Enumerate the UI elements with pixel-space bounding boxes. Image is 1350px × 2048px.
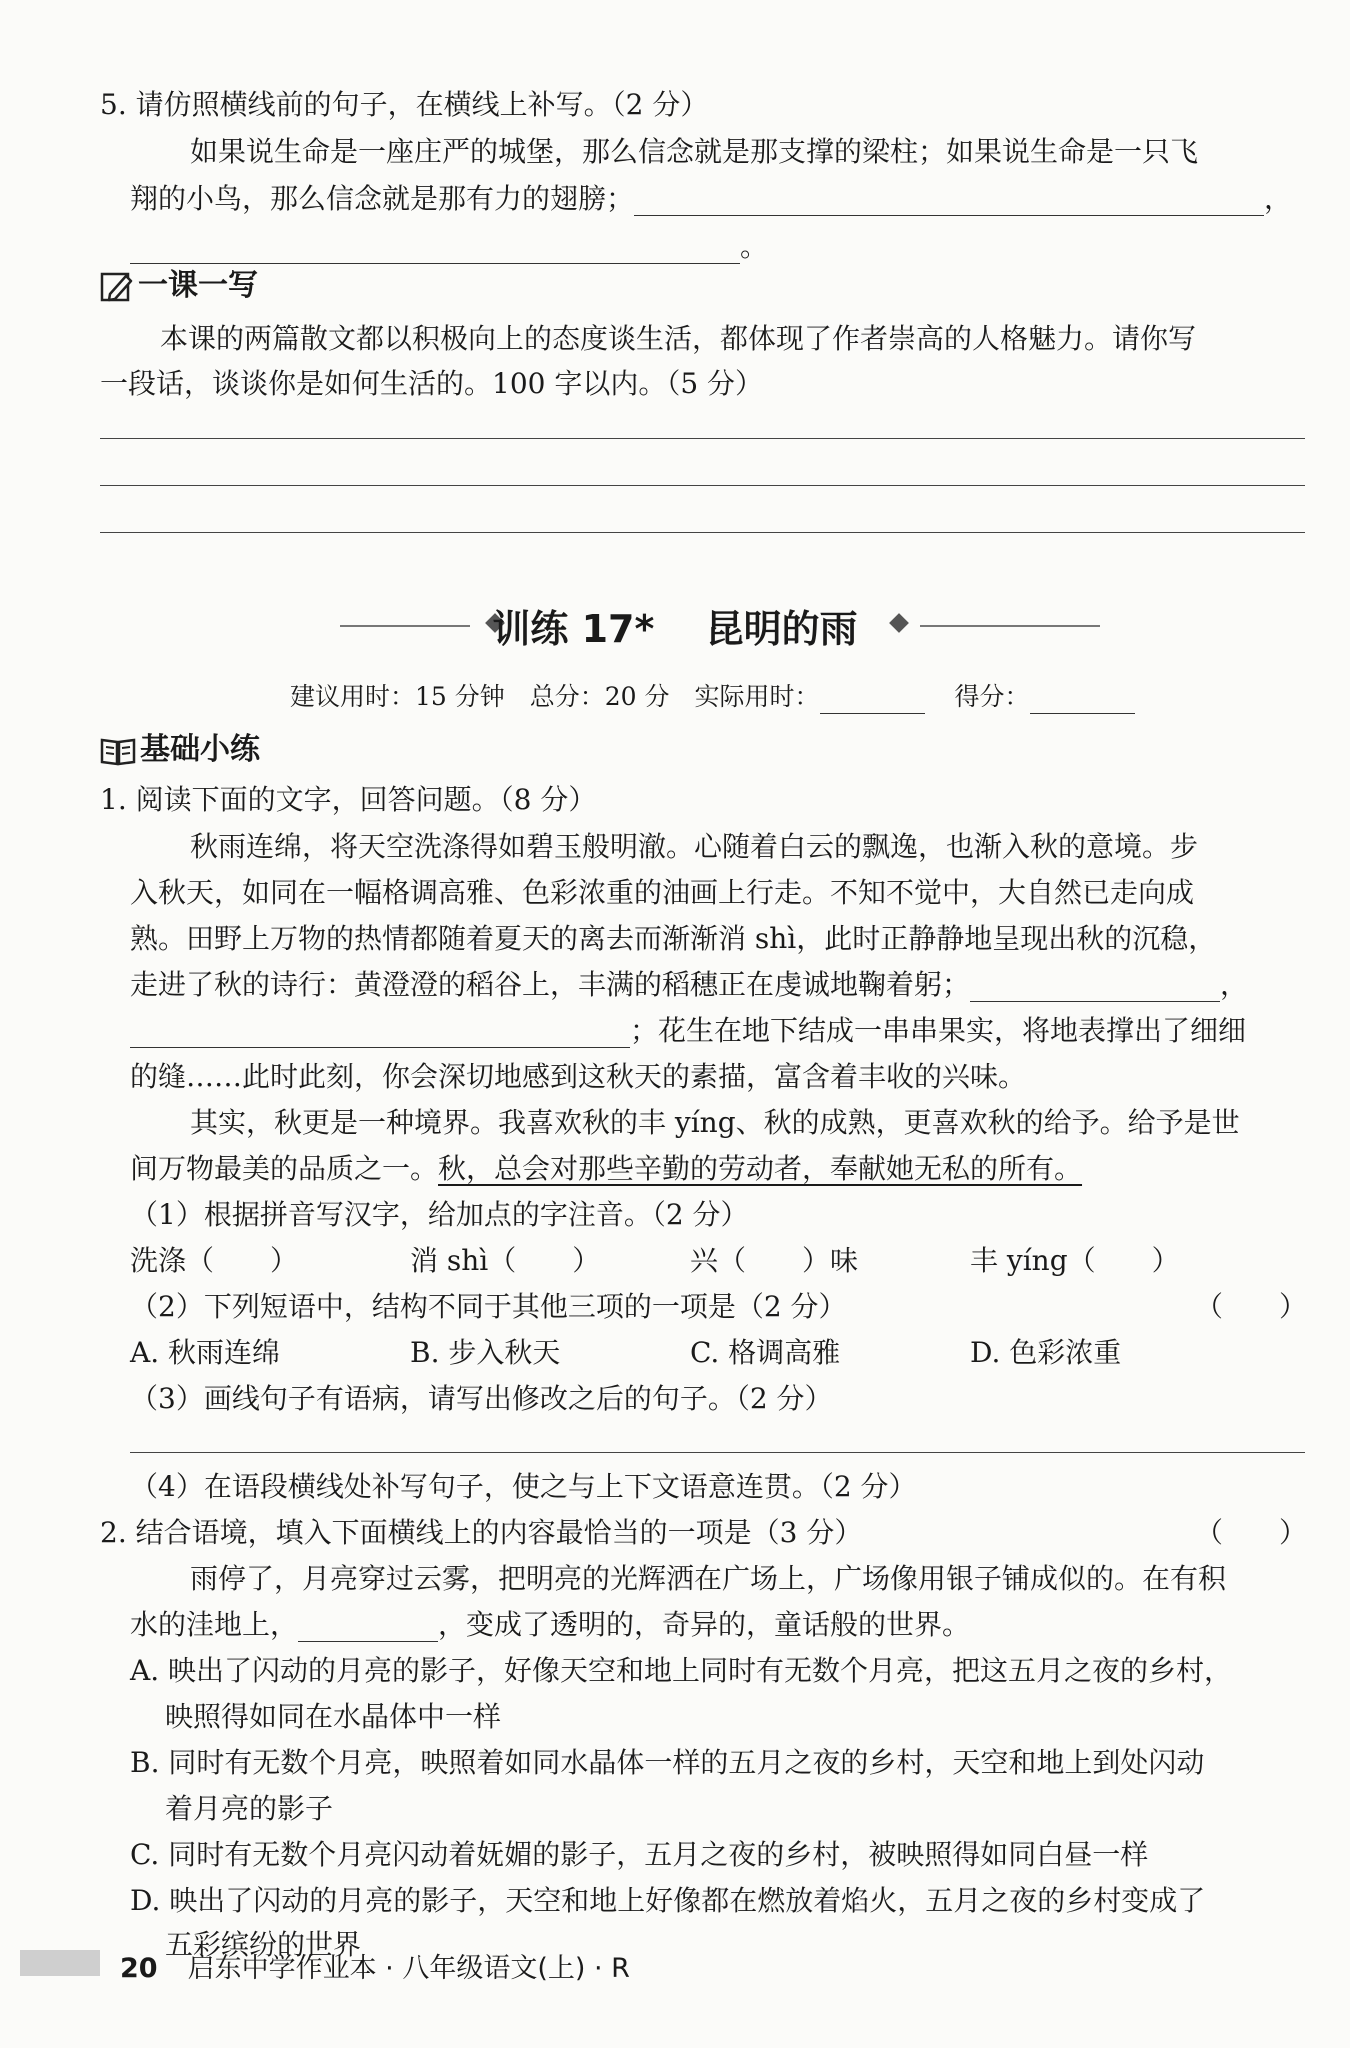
q5-line2-comma: ， [1264, 182, 1293, 215]
book-title: 启东中学作业本 · 八年级语文(上) · R [187, 1953, 630, 1984]
q5-answer-blank-1[interactable] [634, 189, 1264, 216]
q2-prompt: 2. 结合语境，填入下面横线上的内容最恰当的一项是（3 分） [100, 1516, 863, 1549]
q5-prompt: 5. 请仿照横线前的句子，在横线上补写。（2 分） [100, 88, 709, 121]
q1-option-c: C. 格调高雅 [690, 1336, 841, 1369]
footer-gray-bar [20, 1950, 100, 1976]
q1-option-b: B. 步入秋天 [410, 1336, 561, 1369]
q1-sub1: （1）根据拼音写汉字，给加点的字注音。（2 分） [130, 1198, 749, 1231]
score-label: 得分： [954, 682, 1030, 711]
one-lesson-heading-text: 一课一写 [138, 268, 258, 303]
basic-practice-heading [100, 732, 260, 768]
q5-line2 [130, 182, 1292, 216]
writing-line-1[interactable] [100, 438, 1305, 439]
q2-passage-line2-start: 水的洼地上， [130, 1608, 299, 1641]
q1-passage-line4-text: 走进了秋的诗行：黄澄澄的稻谷上，丰满的稻穗正在虔诚地鞠着躬； [130, 968, 971, 1001]
basic-practice-heading-text: 基础小练 [140, 732, 260, 767]
q2-passage-line2-end: ，变成了透明的，奇异的，童话般的世界。 [438, 1608, 971, 1641]
actual-time-blank[interactable] [820, 689, 925, 714]
q1-passage-line5 [130, 1014, 1246, 1048]
q2-option-c: C. 同时有无数个月亮闪动着妩媚的影子，五月之夜的乡村，被映照得如同白昼一样 [130, 1838, 1149, 1871]
title-rule-right [920, 625, 1100, 627]
q5-answer-blank-2[interactable] [130, 237, 740, 264]
one-lesson-heading [100, 268, 258, 304]
q5-line2-text: 翔的小鸟，那么信念就是那有力的翅膀； [130, 182, 635, 215]
q5-line3 [130, 230, 768, 264]
q1-fill-b[interactable]: 消 shì（ ） [410, 1244, 601, 1277]
q2-option-b-line1: B. 同时有无数个月亮，映照着如同水晶体一样的五月之夜的乡村，天空和地上到处闪动 [130, 1746, 1205, 1779]
q5-line3-period: 。 [740, 230, 769, 263]
q1-passage-line6: 的缝……此时此刻，你会深切地感到这秋天的素描，富含着丰收的兴味。 [130, 1060, 1027, 1093]
q1-fill-a[interactable]: 洗涤（ ） [130, 1244, 299, 1277]
q2-passage-line2 [130, 1608, 970, 1642]
q2-option-d-line1: D. 映出了闪动的月亮的影子，天空和地上好像都在燃放着焰火，五月之夜的乡村变成了 [130, 1884, 1206, 1917]
q1-option-d: D. 色彩浓重 [970, 1336, 1122, 1369]
page-number: 20 [120, 1953, 158, 1984]
q1-prompt: 1. 阅读下面的文字，回答问题。（8 分） [100, 783, 597, 816]
q1-sub3-answer-line[interactable] [130, 1452, 1305, 1453]
q1-passage-line2: 入秋天，如同在一幅格调高雅、色彩浓重的油画上行走。不知不觉中，大自然已走向成 [130, 876, 1195, 909]
pencil-paper-icon [100, 270, 134, 304]
q1-passage-line4-comma: ， [1220, 968, 1249, 1001]
q1-passage-blank-2[interactable] [130, 1021, 630, 1048]
q2-option-a-line2: 映照得如同在水晶体中一样 [165, 1700, 502, 1733]
page-footer [120, 1946, 630, 1985]
q1-passage-line1: 秋雨连绵，将天空洗涤得如碧玉般明澈。心随着白云的飘逸，也渐入秋的意境。步 [190, 830, 1199, 863]
q1-passage-line8 [130, 1152, 1082, 1186]
q1-passage-line5-text: ；花生在地下结成一串串果实，将地表撑出了细细 [630, 1014, 1247, 1047]
q1-passage-line3: 熟。田野上万物的热情都随着夏天的离去而渐渐消 shì，此时正静静地呈现出秋的沉稳， [130, 922, 1217, 955]
suggested-time: 建议用时：15 分钟 总分：20 分 实际用时： [290, 682, 820, 711]
q2-answer-paren[interactable]: （ ） [1195, 1516, 1308, 1549]
q1-underlined-sentence: 秋，总会对那些辛勤的劳动者，奉献她无私的所有。 [438, 1152, 1083, 1185]
q2-option-d-line2: 五彩缤纷的世界 [165, 1928, 362, 1961]
q1-passage-line4 [130, 968, 1248, 1002]
score-blank[interactable] [1030, 689, 1135, 714]
q1-option-a: A. 秋雨连绵 [130, 1336, 281, 1369]
q2-option-a-line1: A. 映出了闪动的月亮的影子，好像天空和地上同时有无数个月亮，把这五月之夜的乡村， [130, 1654, 1233, 1687]
q1-fill-c[interactable]: 兴（ ）味 [690, 1244, 859, 1277]
q1-sub4: （4）在语段横线处补写句子，使之与上下文语意连贯。（2 分） [130, 1470, 917, 1503]
q5-line1: 如果说生命是一座庄严的城堡，那么信念就是那支撑的梁柱；如果说生命是一只飞 [190, 135, 1199, 168]
q1-sub2: （2）下列短语中，结构不同于其他三项的一项是（2 分） [130, 1290, 847, 1323]
q1-passage-line8-text: 间万物最美的品质之一。 [130, 1152, 439, 1185]
q2-option-b-line2: 着月亮的影子 [165, 1792, 334, 1825]
q1-passage-blank-1[interactable] [970, 975, 1220, 1002]
writing-line-2[interactable] [100, 485, 1305, 486]
training-title: 训练 17* 昆明的雨 [492, 607, 858, 651]
open-book-icon [100, 736, 136, 766]
q1-sub3: （3）画线句子有语病，请写出修改之后的句子。（2 分） [130, 1382, 833, 1415]
q2-passage-line1: 雨停了，月亮穿过云雾，把明亮的光辉洒在广场上，广场像用银子铺成似的。在有积 [190, 1562, 1227, 1595]
q1-sub2-answer-paren[interactable]: （ ） [1195, 1290, 1308, 1323]
q1-fill-d[interactable]: 丰 yíng（ ） [970, 1244, 1180, 1277]
q1-passage-line7: 其实，秋更是一种境界。我喜欢秋的丰 yíng、秋的成熟，更喜欢秋的给予。给予是世 [190, 1106, 1240, 1139]
training-meta [290, 680, 1135, 714]
one-lesson-line1: 本课的两篇散文都以积极向上的态度谈生活，都体现了作者崇高的人格魅力。请你写 [160, 322, 1197, 355]
writing-line-3[interactable] [100, 532, 1305, 533]
q2-passage-blank[interactable] [298, 1615, 438, 1642]
one-lesson-line2: 一段话，谈谈你是如何生活的。100 字以内。（5 分） [100, 367, 764, 400]
